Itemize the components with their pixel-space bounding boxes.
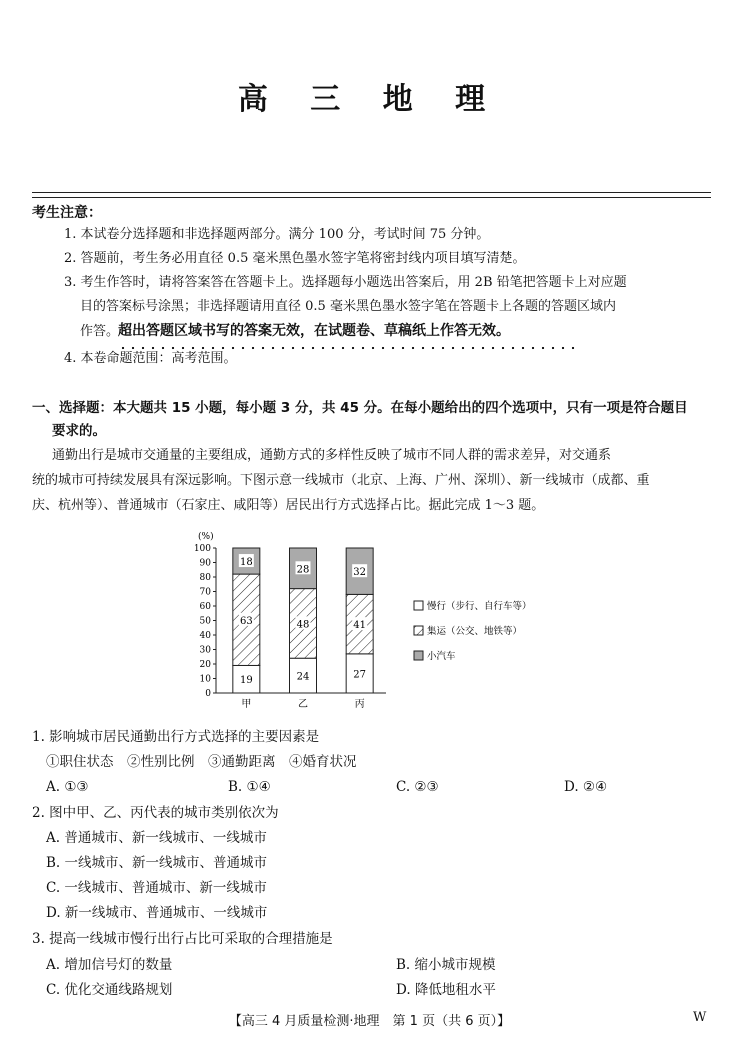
option-b[interactable]: B. ①④	[228, 779, 271, 795]
option-d[interactable]: D. ②④	[564, 779, 608, 795]
option-d[interactable]: D. 降低地租水平	[396, 982, 496, 998]
notice-warning: 超出答题区域书写的答案无效，在试题卷、草稿纸上作答无效。	[118, 323, 510, 339]
passage-line: 庆、杭州等）、普通城市（石家庄、咸阳等）居民出行方式选择占比。据此完成 1～3 题。	[32, 498, 545, 513]
y-tick-label: 80	[199, 573, 211, 583]
passage-line: 通勤出行是城市交通量的主要组成，通勤方式的多样性反映了城市不同人群的需求差异，对交通系	[52, 448, 612, 463]
y-tick-label: 0	[205, 689, 211, 699]
x-tick-label: 丙	[354, 699, 365, 710]
y-tick-label: 50	[199, 616, 211, 627]
data-label: 32	[353, 567, 367, 579]
legend-swatch	[414, 601, 423, 610]
legend-swatch	[414, 626, 423, 635]
notice-item: 目的答案标号涂黑；非选择题请用直径 0.5 毫米黑色墨水签字笔在答题卡上各题的答题区域内	[80, 299, 616, 314]
section-heading: 要求的。	[52, 423, 106, 439]
page-footer: 【高三 4 月质量检测·地理 第 1 页（共 6 页）】	[228, 1014, 511, 1029]
option-a[interactable]: A. 普通城市、新一线城市、一线城市	[46, 830, 267, 846]
option-c[interactable]: C. ②③	[396, 779, 439, 795]
question-stem: 3. 提高一线城市慢行出行占比可采取的合理措施是	[32, 931, 333, 947]
option-d[interactable]: D. 新一线城市、普通城市、一线城市	[46, 905, 268, 921]
y-tick-label: 90	[199, 558, 211, 569]
header-rule	[32, 192, 711, 193]
option-a[interactable]: A. ①③	[46, 779, 89, 795]
corner-mark: W	[693, 1010, 707, 1025]
y-tick-label: 30	[199, 645, 211, 656]
x-tick-label: 甲	[241, 699, 252, 710]
data-label: 28	[296, 564, 310, 576]
notice-item: 2. 答题前，考生务必用直径 0.5 毫米黑色墨水签字笔将密封线内项目填写清楚。	[64, 251, 526, 266]
y-tick-label: 10	[199, 674, 211, 685]
data-label: 48	[296, 619, 310, 631]
data-label: 19	[239, 675, 253, 687]
stacked-bar-chart	[180, 525, 560, 720]
data-label: 27	[353, 669, 367, 681]
y-tick-label: 100	[193, 544, 211, 554]
option-b[interactable]: B. 缩小城市规模	[396, 957, 496, 973]
notice-heading: 考生注意：	[32, 205, 102, 221]
section-heading: 一、选择题：本大题共 15 小题，每小题 3 分，共 45 分。在每小题给出的四个选项中，只有一项是符合题目	[32, 400, 688, 416]
y-tick-label: 70	[199, 587, 211, 598]
page-title: 高 三 地 理	[237, 82, 502, 117]
data-label: 63	[239, 615, 253, 627]
passage-line: 统的城市可持续发展具有深远影响。下图示意一线城市（北京、上海、广州、深圳）、新一线城市（成都、重	[32, 473, 650, 488]
notice-item: 作答。	[80, 324, 120, 339]
option-c[interactable]: C. 一线城市、普通城市、新一线城市	[46, 880, 267, 896]
notice-item: 4. 本卷命题范围：高考范围。	[64, 351, 237, 366]
y-tick-label: 20	[199, 660, 211, 670]
y-axis-label: (%)	[198, 532, 214, 542]
option-b[interactable]: B. 一线城市、新一线城市、普通城市	[46, 855, 268, 871]
header-rule	[32, 197, 711, 198]
y-tick-label: 40	[199, 631, 211, 641]
data-label: 24	[296, 671, 310, 683]
y-tick-label: 60	[199, 602, 211, 612]
data-label: 18	[239, 557, 253, 569]
legend-label: 集运（公交、地铁等）	[427, 626, 523, 637]
option-c[interactable]: C. 优化交通线路规划	[46, 982, 173, 998]
question-stem: 1. 影响城市居民通勤出行方式选择的主要因素是	[32, 729, 320, 745]
legend-label: 小汽车	[427, 651, 456, 662]
x-tick-label: 乙	[298, 699, 308, 710]
question-items: ①职住状态 ②性别比例 ③通勤距离 ④婚育状况	[46, 754, 357, 770]
option-a[interactable]: A. 增加信号灯的数量	[46, 957, 173, 973]
legend-label: 慢行（步行、自行车等）	[427, 601, 532, 612]
notice-item: 3. 考生作答时，请将答案答在答题卡上。选择题每小题选出答案后，用 2B 铅笔把答题卡上对应题	[64, 275, 627, 290]
legend-swatch	[414, 651, 423, 660]
notice-item: 1. 本试卷分选择题和非选择题两部分。满分 100 分，考试时间 75 分钟。	[64, 227, 490, 242]
question-stem: 2. 图中甲、乙、丙代表的城市类别依次为	[32, 805, 279, 821]
data-label: 41	[353, 620, 367, 632]
